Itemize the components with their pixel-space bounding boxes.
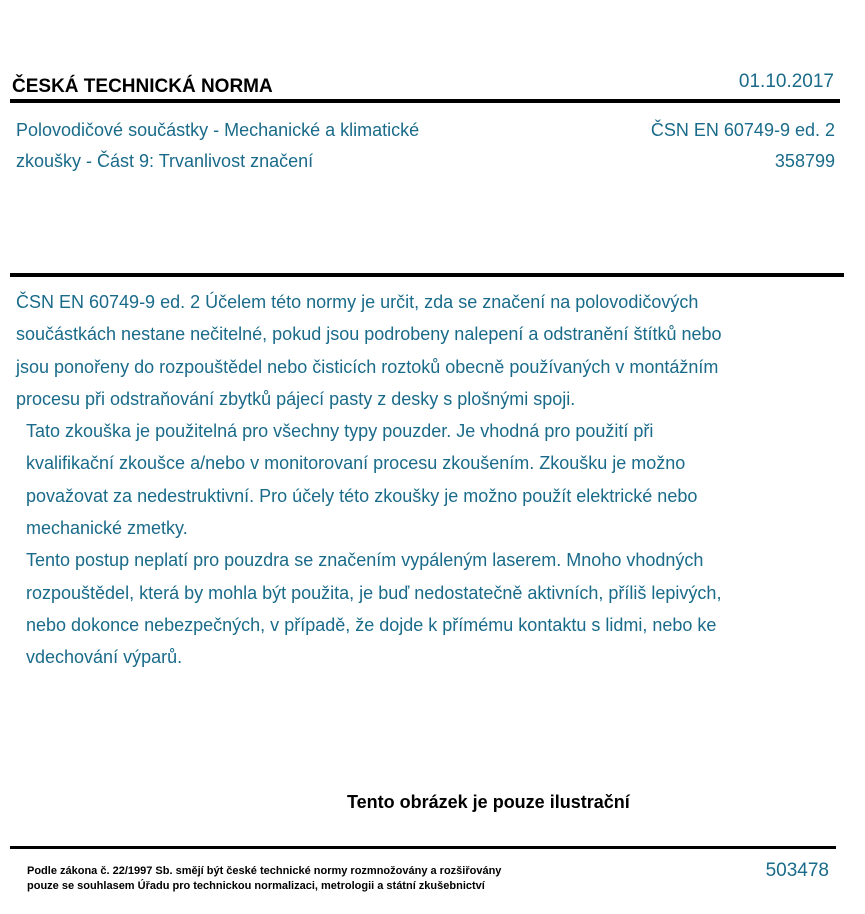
header-divider bbox=[10, 99, 840, 103]
publication-date: 01.10.2017 bbox=[738, 71, 834, 92]
abstract-paragraph-3: Tento postup neplatí pro pouzdra se značením vypáleným laserem. Mnoho vhodných rozpouštědel, která by mohla být použita, je buď nedostatečně aktivních, příliš lepivých, nebo dokonce nebezpečných, v případě, že dojde k přímému kontaktu s lidmi, nebo ke vdechování výparů. bbox=[26, 550, 722, 668]
illustration-disclaimer: Tento obrázek je pouze ilustrační bbox=[347, 792, 630, 812]
legal-notice-line-2: pouze se souhlasem Úřadu pro technickou normalizaci, metrologii a státní zkušebnictví bbox=[27, 880, 485, 892]
document-header-title: ČESKÁ TECHNICKÁ NORMA bbox=[12, 76, 273, 97]
footer-divider bbox=[10, 846, 836, 849]
legal-notice-line-1: Podle zákona č. 22/1997 Sb. smějí být české technické normy rozmnožovány a rozšiřovány bbox=[27, 865, 502, 877]
abstract-text bbox=[16, 286, 736, 674]
standard-title-line-2: zkoušky - Část 9: Trvanlivost značení bbox=[16, 151, 314, 171]
abstract-paragraph-1: ČSN EN 60749-9 ed. 2 Účelem této normy je určit, zda se značení na polovodičových součástkách nestane nečitelné, pokud jsou podrobeny nalepení a odstranění štítků nebo jsou ponořeny do rozpouštědel nebo čisticích roztoků obecně používaných v montážním procesu při odstraňování zbytků pájecí pasty z desky s plošnými spoji. bbox=[16, 292, 722, 409]
section-divider bbox=[10, 273, 844, 277]
legal-notice bbox=[27, 864, 501, 894]
document-id: 503478 bbox=[765, 860, 829, 881]
standard-identifiers bbox=[651, 115, 835, 177]
standard-code: ČSN EN 60749-9 ed. 2 bbox=[650, 120, 835, 140]
abstract-paragraph-2: Tato zkouška je použitelná pro všechny typy pouzder. Je vhodná pro použití při kvalifikační zkoušce a/nebo v monitorovaní procesu zkoušením. Zkoušku je možno považovat za nedestruktivní. Pro účely této zkoušky je možno použít elektrické nebo mechanické zmetky. bbox=[26, 421, 698, 539]
standard-title bbox=[16, 115, 576, 177]
standard-title-line-1: Polovodičové součástky - Mechanické a klimatické bbox=[16, 120, 420, 140]
standard-number: 358799 bbox=[774, 151, 835, 171]
